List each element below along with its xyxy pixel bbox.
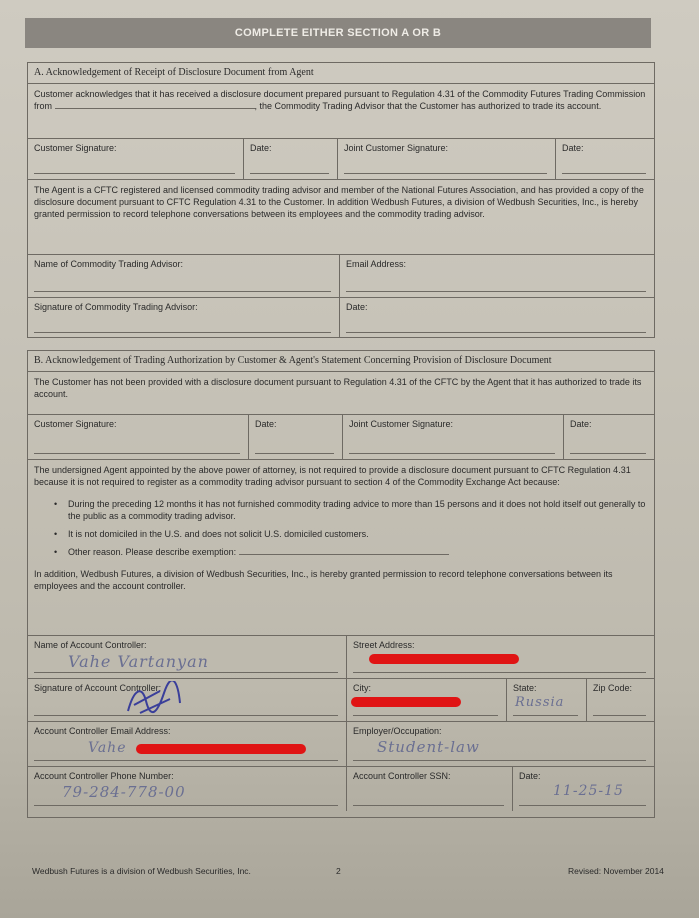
cta-name-label: Name of Commodity Trading Advisor:	[34, 259, 184, 269]
joint-customer-signature-label: Joint Customer Signature:	[344, 143, 449, 153]
city-field[interactable]	[346, 679, 506, 721]
section-a-signature-row	[28, 138, 654, 179]
account-controller-name-value: Vahe Vartanyan	[68, 652, 209, 671]
exemption-item-3-text: Other reason. Please describe exemption:	[68, 547, 237, 557]
date3-label: Date:	[346, 302, 368, 312]
footer-company: Wedbush Futures is a division of Wedbush Securities, Inc.	[32, 866, 251, 876]
b-joint-customer-signature-label: Joint Customer Signature:	[349, 419, 454, 429]
section-a-title: A. Acknowledgement of Receipt of Disclosure Document from Agent	[28, 63, 654, 84]
signature-scribble	[120, 681, 190, 719]
b-date2-field[interactable]	[563, 415, 654, 459]
section-b-signature-row	[28, 414, 654, 459]
account-controller-name-field[interactable]	[28, 636, 346, 678]
b-date3-label: Date:	[519, 771, 541, 781]
joint-customer-signature-field[interactable]	[337, 139, 555, 179]
account-controller-phone-value: 79-284-778-00	[62, 783, 186, 801]
customer-signature-label: Customer Signature:	[34, 143, 117, 153]
section-a-para1-end: , the Commodity Trading Advisor that the Customer has authorized to trade its account.	[254, 101, 602, 111]
b-date2-label: Date:	[570, 419, 592, 429]
section-a	[27, 62, 655, 338]
section-b-title: B. Acknowledgement of Trading Authorization by Customer & Agent's Statement Concerning Provision of Disclosure Document	[28, 351, 654, 372]
date-label: Date:	[250, 143, 272, 153]
b-joint-customer-signature-field[interactable]	[342, 415, 563, 459]
state-label: State:	[513, 683, 537, 693]
agent-name-blank[interactable]	[55, 108, 255, 109]
cta-signature-label: Signature of Commodity Trading Advisor:	[34, 302, 198, 312]
exemption-other-blank[interactable]	[239, 554, 449, 555]
section-b	[27, 350, 655, 818]
zip-code-field[interactable]	[586, 679, 654, 721]
city-redaction	[351, 697, 461, 707]
account-controller-ssn-label: Account Controller SSN:	[353, 771, 451, 781]
account-controller-email-value: Vahe	[88, 740, 127, 756]
b-date3-value: 11-25-15	[553, 783, 624, 799]
b-date3-field[interactable]	[512, 767, 654, 811]
account-controller-ssn-field[interactable]	[346, 767, 512, 811]
b-date-field[interactable]	[248, 415, 342, 459]
zip-code-label: Zip Code:	[593, 683, 633, 693]
street-address-label: Street Address:	[353, 640, 415, 650]
b-date-label: Date:	[255, 419, 277, 429]
section-a-cta-row	[28, 254, 654, 297]
email-label: Email Address:	[346, 259, 407, 269]
section-a-paragraph-2: The Agent is a CFTC registered and licensed commodity trading advisor and member of the National Futures Association, and has provided a copy of the disclosure document pursuant to CFTC Regulation 4.31 to the Customer. In addition Wedbush Futures, a division of Wedbush Securities, Inc., is hereby granted permission to record telephone conversations between its employees and the commodity trading advisor.	[28, 179, 654, 254]
exemption-item-3[interactable]	[68, 546, 648, 558]
section-a-cta-signature-row	[28, 297, 654, 338]
cta-name-field[interactable]	[28, 255, 339, 297]
account-controller-phone-field[interactable]	[28, 767, 346, 811]
account-controller-name-row	[28, 635, 654, 678]
footer-revised: Revised: November 2014	[568, 866, 664, 876]
employer-occupation-label: Employer/Occupation:	[353, 726, 442, 736]
customer-signature-field[interactable]	[28, 139, 243, 179]
date2-field[interactable]	[555, 139, 654, 179]
street-redaction	[369, 654, 519, 664]
city-label: City:	[353, 683, 371, 693]
account-controller-email-label: Account Controller Email Address:	[34, 726, 171, 736]
date-field[interactable]	[243, 139, 337, 179]
b-customer-signature-field[interactable]	[28, 415, 248, 459]
b-customer-signature-label: Customer Signature:	[34, 419, 117, 429]
account-controller-email-field[interactable]	[28, 722, 346, 766]
section-b-agent-statement	[28, 459, 654, 635]
employer-occupation-field[interactable]	[346, 722, 654, 766]
section-a-para1-start: Customer acknowledges that it has received a disclosure document prepared pursuant to Regulation 4.31 of the Commodity Futures Trading Commission from	[34, 89, 646, 111]
account-controller-signature-field[interactable]	[28, 679, 346, 721]
exemption-item-1[interactable]	[68, 498, 648, 522]
employer-occupation-value: Student-law	[377, 738, 480, 756]
section-a-paragraph-1	[28, 84, 654, 138]
cta-signature-field[interactable]	[28, 298, 339, 338]
email-field[interactable]	[339, 255, 654, 297]
section-b-paragraph-1: The Customer has not been provided with a disclosure document pursuant to Regulation 4.31 of the CFTC by the Agent that it has authorized to trade its account.	[34, 377, 642, 399]
signature-city-row	[28, 678, 654, 721]
account-controller-signature-label: Signature of Account Controller:	[34, 683, 162, 693]
exemption-item-2-text: It is not domiciled in the U.S. and does not solicit U.S. domiciled customers.	[68, 529, 369, 539]
exemption-item-1-text: During the preceding 12 months it has not furnished commodity trading advice to more than 15 persons and it does not hold itself out generally to the public as a commodity trading advisor.	[68, 499, 646, 521]
account-controller-phone-label: Account Controller Phone Number:	[34, 771, 174, 781]
street-address-field[interactable]	[346, 636, 654, 678]
section-b-paragraph-3: In addition, Wedbush Futures, a division of Wedbush Securities, Inc., is hereby granted permission to record telephone conversations between its employees and the account controller.	[34, 569, 613, 591]
date2-label: Date:	[562, 143, 584, 153]
phone-ssn-date-row	[28, 766, 654, 811]
email-redaction	[136, 744, 306, 754]
email-employer-row	[28, 721, 654, 766]
section-banner: COMPLETE EITHER SECTION A OR B	[25, 18, 651, 48]
exemption-list	[28, 498, 654, 558]
state-field[interactable]	[506, 679, 586, 721]
account-controller-name-label: Name of Account Controller:	[34, 640, 147, 650]
date3-field[interactable]	[339, 298, 654, 338]
exemption-item-2[interactable]	[68, 528, 648, 540]
state-value: Russia	[515, 695, 565, 710]
footer-page-number: 2	[336, 866, 341, 876]
section-b-paragraph-2: The undersigned Agent appointed by the above power of attorney, is not required to provide a disclosure document pursuant to CFTC Regulation 4.31 because it is not required to register as a commodity trading advisor pursuant to section 4 of the Commodity Exchange Act because:	[34, 465, 631, 487]
